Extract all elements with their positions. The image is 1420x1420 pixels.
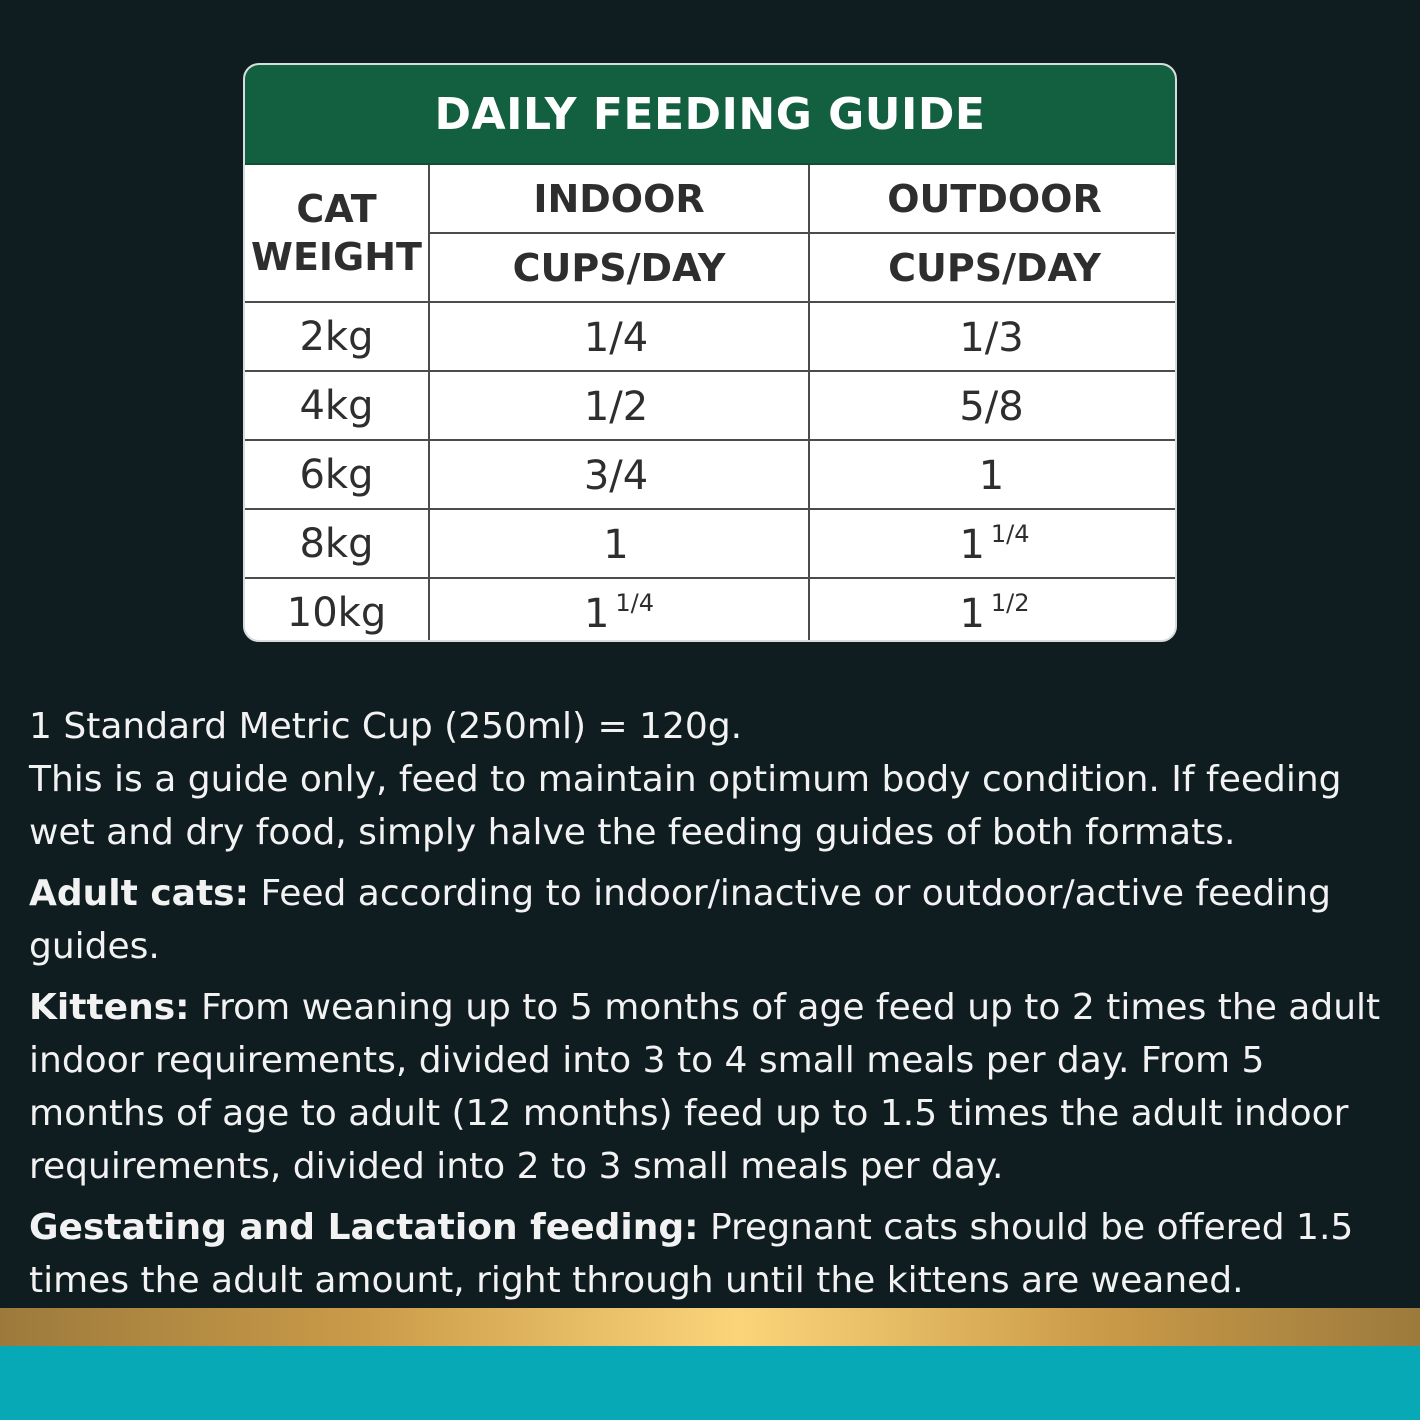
table-row [245,440,1177,509]
notes-gestating-paragraph [29,1201,1399,1307]
indoor-unit-header: CUPS/DAY [429,233,809,302]
outdoor-unit-header: CUPS/DAY [809,233,1177,302]
table-row [245,371,1177,440]
feeding-notes [29,700,1399,1315]
outdoor-cups-cell [809,509,1177,578]
indoor-cups-cell [429,440,809,509]
gold-stripe [0,1308,1420,1346]
table-header-row [245,165,1177,233]
indoor-cups-cell-value: 1 [583,590,610,637]
indoor-cups-cell-value: 1/4 [583,314,649,361]
feeding-guide-table [245,165,1177,642]
outdoor-header: OUTDOOR [809,165,1177,233]
table-row [245,302,1177,371]
indoor-cups-cell [429,371,809,440]
indoor-header: INDOOR [429,165,809,233]
guide-line: This is a guide only, feed to maintain optimum body condition. If feeding wet and dry food, simply halve the feeding guides of both formats. [29,759,1342,853]
indoor-cups-cell-value: 1 [603,521,629,568]
outdoor-cups-cell [809,578,1177,642]
table-row [245,509,1177,578]
indoor-cups-cell [429,302,809,371]
weight-cell-value: 6kg [299,451,374,498]
indoor-cups-cell-value: 3/4 [583,452,649,499]
weight-cell [245,371,429,440]
notes-kittens-paragraph [29,981,1399,1193]
outdoor-cups-cell-value: 1 [978,452,1005,499]
outdoor-cups-cell [809,302,1177,371]
weight-cell-value: 2kg [299,313,374,360]
outdoor-cups-cell [809,371,1177,440]
outdoor-cups-cell-value: 5/8 [959,383,1024,430]
outdoor-cups-cell [809,440,1177,509]
weight-cell [245,578,429,642]
notes-adult-paragraph [29,867,1399,973]
adult-label: Adult cats: [29,873,250,914]
teal-footer-band [0,1346,1420,1420]
table-row [245,578,1177,642]
weight-cell-value: 4kg [299,382,374,429]
cat-weight-header: CAT WEIGHT [245,165,429,302]
outdoor-cups-cell-value: 1 [959,590,985,637]
weight-cell-value: 10kg [286,589,387,636]
outdoor-cups-cell-fraction: 1/4 [990,519,1030,548]
gestating-label: Gestating and Lactation feeding: [29,1207,699,1248]
cup-line: 1 Standard Metric Cup (250ml) = 120g. [29,706,743,747]
weight-cell-value: 8kg [299,520,374,567]
weight-cell [245,509,429,578]
adult-text: Feed according to indoor/inactive or outdoor/active feeding guides. [29,873,1331,967]
indoor-cups-cell [429,509,809,578]
outdoor-cups-cell-value: 1/3 [959,314,1024,361]
weight-cell [245,302,429,371]
outdoor-cups-cell-fraction: 1/2 [990,588,1030,617]
indoor-cups-cell-fraction: 1/4 [615,588,655,617]
kittens-label: Kittens: [29,987,190,1028]
indoor-cups-cell-value: 1/2 [583,383,649,430]
kittens-text: From weaning up to 5 months of age feed up to 2 times the adult indoor requirements, divided into 3 to 4 small meals per day. From 5 months of age to adult (12 months) feed up to 1.5 times the adult indoor requirements, divided into 2 to 3 small meals per day. [29,987,1381,1187]
outdoor-cups-cell-value: 1 [959,521,985,568]
weight-cell [245,440,429,509]
notes-cup-paragraph [29,700,1399,859]
feeding-guide-title: DAILY FEEDING GUIDE [245,65,1175,165]
feeding-guide-card [243,63,1177,642]
indoor-cups-cell [429,578,809,642]
gestating-text: Pregnant cats should be offered 1.5 times the adult amount, right through until the kittens are weaned. [29,1207,1354,1301]
